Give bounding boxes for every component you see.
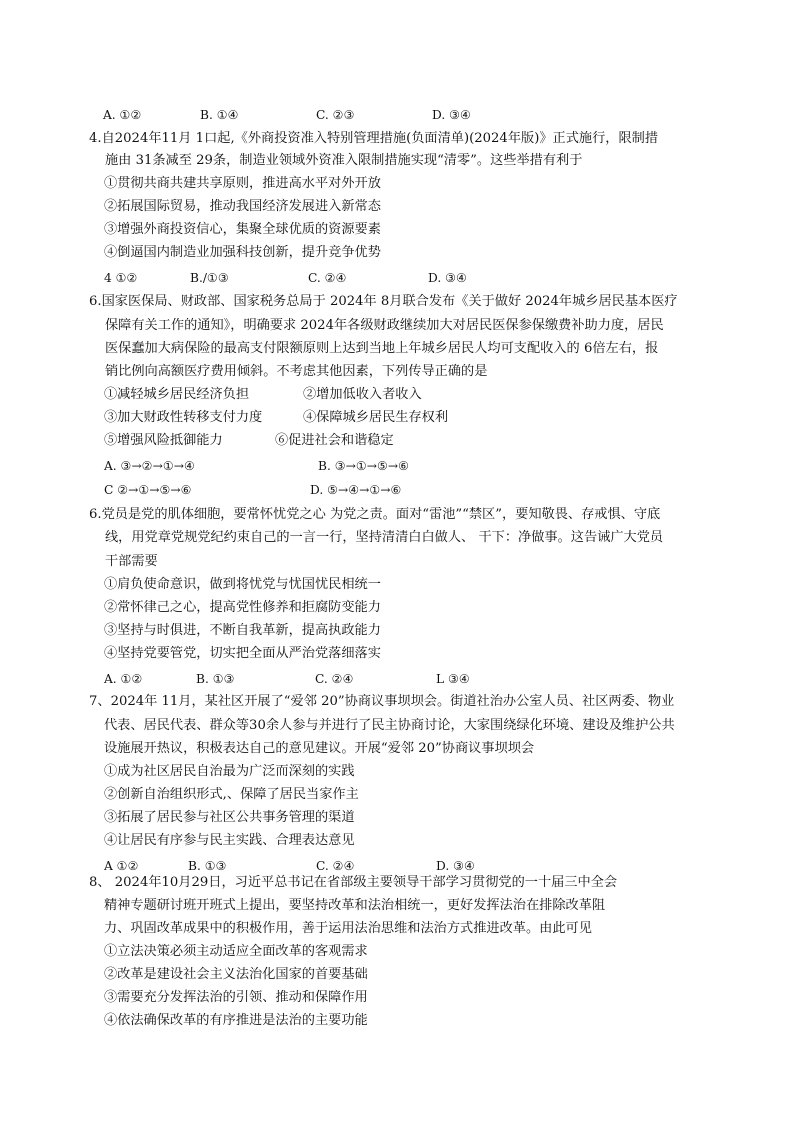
answer-statement: ③增强外商投资信心，集聚全球优质的资源要素: [104, 222, 381, 237]
option-c: C. ②③: [316, 108, 355, 122]
answer-statement: ④让居民有序参与民主实践、合理表达意见: [104, 833, 355, 848]
answer-statement: ③坚持与时俱进，不断自我革新，提高执政能力: [104, 623, 381, 638]
answer-statement: ②常怀律己之心，提高党性修养和拒腐防变能力: [104, 600, 381, 615]
answer-statement: ④倒逼国内制造业加强科技创新，提升竞争优势: [104, 245, 381, 260]
option-b: B. ①④: [200, 108, 239, 122]
answer-statement: ②创新自治组织形式,、保障了居民当家作主: [104, 787, 359, 802]
answer-statement: ①肩负使命意识，做到将忧党与忧国忧民相统一: [104, 577, 381, 592]
option-d: D. ③④: [428, 271, 467, 285]
question-stem-line: 力、巩固改革成果中的积极作用，善于运用法治思维和法治方式推进改革。由此可见: [104, 921, 592, 936]
option-d: D. ⑤→④→①→⑥: [310, 483, 402, 497]
question-stem-line: 6.国家医保局、财政部、国家税务总局于 2024年 8月联合发布《关于做好 2024年城乡居民基本医疗: [89, 294, 678, 309]
question-stem-line: 施由 31条减至 29条，制造业领域外资准入限制措施实现“清零”。这些举措有利于: [105, 153, 583, 168]
question-stem-line: 保障有关工作的通知》，明确要求 2024年各级财政继续加大对居民医保参保缴费补助力度，居民: [105, 318, 664, 333]
option-c: C. ②④: [315, 672, 354, 686]
answer-statement: ④坚持党要管党，切实把全面从严治党落细落实: [104, 646, 381, 661]
question-stem-line: 4.自2024年11月 1口起,《外商投资准入特别管理措施(负面清单)(2024年版)》正式施行，限制措: [89, 131, 659, 146]
answer-statement: ②改革是建设社会主义法治化国家的首要基础: [104, 967, 368, 982]
answer-statement: ②增加低收入者收入: [303, 387, 422, 402]
question-stem-line: 精神专题研讨班开班式上提出，要坚持改革和法治相统一，更好发挥法治在排除改革阻: [104, 898, 606, 913]
question-stem-line: 医保蠢加大病保险的最高支付限额原则上达到当地上年城乡居民人均可支配收入的 6倍左右，报: [105, 341, 659, 356]
answer-statement: ③拓展了居民参与社区公共事务管理的渠道: [104, 810, 355, 825]
question-stem-line: 干部需要: [105, 554, 158, 569]
answer-statement: ②拓展国际贸易，推动我国经济发展进入新常态: [104, 199, 381, 214]
option-c: C. ②④: [308, 271, 347, 285]
option-a: A ①②: [104, 859, 139, 873]
question-stem-line: 线，用党章党规党纪约束自己的一言一行，坚持清清白白做人、 干下：净做事。这告诫广大党员: [105, 530, 664, 545]
option-a: 4 ①②: [104, 271, 138, 285]
option-a: A. ①②: [104, 672, 143, 686]
question-stem-line: 代表、居民代表、群众等30余人参与并进行了民主协商讨论，大家围绕绿化环境、建设及维护公共: [104, 718, 675, 733]
answer-statement: ①立法决策必须主动适应全面改革的客观需求: [104, 944, 368, 959]
option-b: B./①③: [190, 271, 229, 285]
question-stem-line: 6.党员是党的肌体细胞，要常怀忧党之心 为党之责。面对“雷池”“禁区”，要知敬畏、存戒惧、守底: [89, 507, 661, 522]
option-d: D. ③④: [432, 108, 471, 122]
option-c: C. ②④: [316, 859, 355, 873]
answer-statement: ⑤增强风险抵御能力: [104, 433, 223, 448]
question-stem-line: 设施展开热议，积极表达自己的意见建议。开展“爱邻 20”协商议事坝坝会: [104, 741, 535, 756]
answer-statement: ③加大财政性转移支付力度: [104, 410, 263, 425]
option-a: A. ③→②→①→④: [104, 459, 195, 473]
answer-statement: ④依法确保改革的有序推进是法治的主要功能: [104, 1013, 368, 1028]
question-stem-line: 7、2024年 11月，某社区开展了“爱邻 20”协商议事坝坝会。街道社治办公室人员、社区两委、物业: [89, 694, 675, 709]
answer-statement: ①贯彻共商共建共享原则，推进高水平对外开放: [104, 176, 381, 191]
answer-statement: ③需要充分发挥法治的引领、推动和保障作用: [104, 990, 368, 1005]
question-stem-line: 8、 2024年10月29日，习近平总书记在省部级主要领导干部学习贯彻党的一十届三中全会: [89, 875, 618, 890]
option-b: B. ①③: [196, 672, 235, 686]
answer-statement: ①成为社区居民自治最为广泛而深刻的实践: [104, 764, 355, 779]
option-d: D. ③④: [436, 859, 475, 873]
question-stem-line: 销比例向高额医疗费用倾斜。不考虑其他因素，下列传导正确的是: [105, 364, 488, 379]
option-d: L ③④: [436, 672, 470, 686]
option-b: B. ③→①→⑤→⑥: [318, 459, 410, 473]
answer-statement: ④保障城乡居民生存权利: [303, 410, 449, 425]
answer-statement: ①减轻城乡居民经济负担: [104, 387, 250, 402]
answer-statement: ⑥促进社会和谐稳定: [275, 433, 394, 448]
option-a: A. ①②: [103, 108, 142, 122]
option-b: B. ①③: [188, 859, 227, 873]
option-c: C ②→①→⑤→⑥: [104, 483, 192, 497]
